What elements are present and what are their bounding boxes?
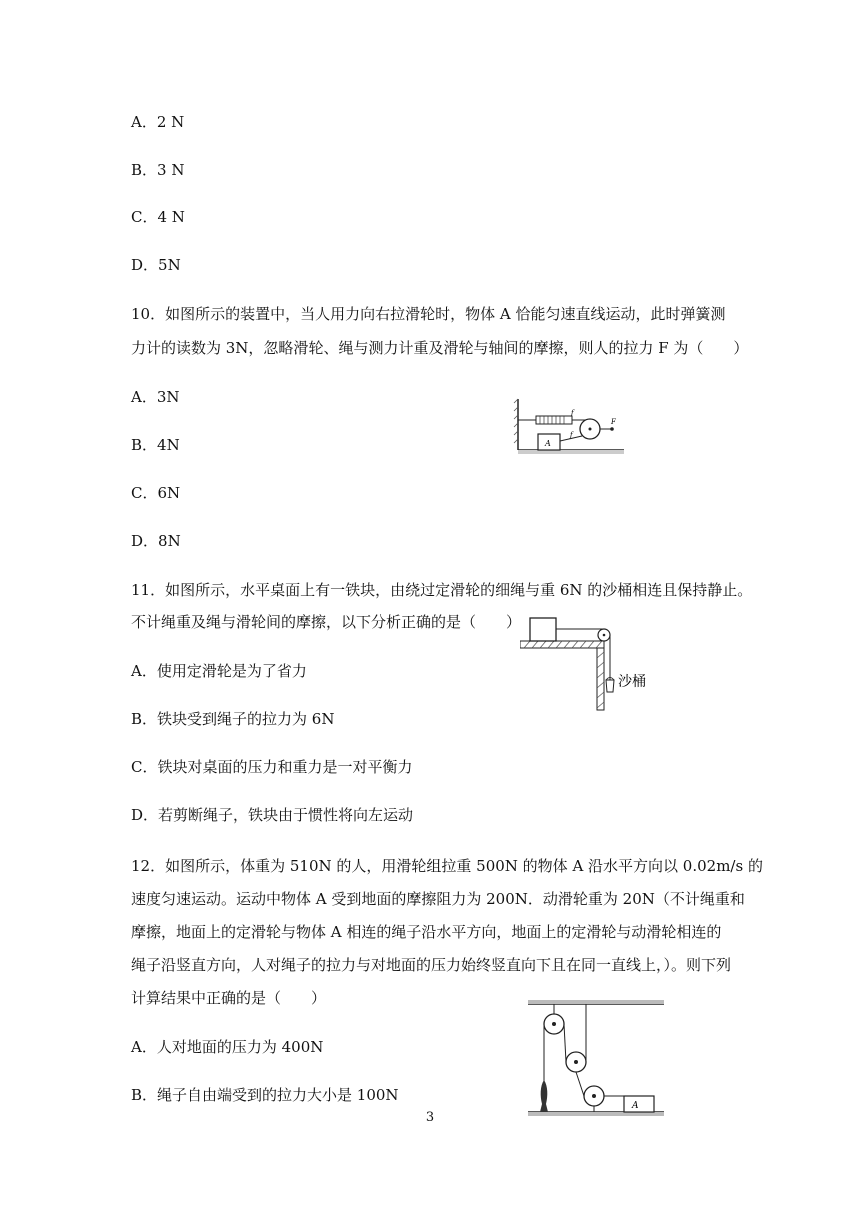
q10-option-a: A．3N — [131, 388, 180, 406]
sand-bucket — [606, 680, 614, 692]
svg-text:f: f — [571, 409, 574, 417]
q11-stem-line-2: 不计绳重及绳与滑轮间的摩擦，以下分析正确的是（ ） — [131, 613, 522, 631]
q10-option-d: D．8N — [131, 532, 181, 550]
svg-text:A: A — [545, 439, 551, 448]
q10-option-b: B．4N — [131, 436, 180, 454]
bucket-label: 沙桶 — [618, 674, 646, 690]
svg-text:F: F — [611, 418, 616, 426]
q12-stem-line-3: 摩擦，地面上的定滑轮与物体 A 相连的绳子沿水平方向，地面上的定滑轮与动滑轮相连的 — [131, 923, 722, 941]
q12-stem-line-4: 绳子沿竖直方向，人对绳子的拉力与对地面的压力始终竖直向下且在同一直线上，）。则下列 — [131, 956, 732, 974]
q10-option-c: C．6N — [131, 484, 181, 502]
q11-option-a: A．使用定滑轮是为了省力 — [131, 662, 307, 680]
q11-stem-line-1: 11．如图所示，水平桌面上有一铁块，由绕过定滑轮的细绳与重 6N 的沙桶相连且保持静止。 — [131, 581, 753, 599]
q12-figure — [528, 1000, 664, 1122]
q12-stem-line-5: 计算结果中正确的是（ ） — [131, 989, 327, 1007]
spring-scale — [536, 416, 572, 424]
q12-stem-line-1: 12．如图所示，体重为 510N 的人，用滑轮组拉重 500N 的物体 A 沿水平方向以 0.02m/s 的 — [131, 857, 763, 875]
person-icon — [540, 1080, 548, 1112]
q9-option-c: C．4 N — [131, 208, 185, 226]
q11-option-d: D．若剪断绳子，铁块由于惯性将向左运动 — [131, 806, 414, 824]
q9-option-d: D．5N — [131, 256, 181, 274]
q9-option-a: A．2 N — [131, 113, 185, 131]
q12-option-a: A．人对地面的压力为 400N — [131, 1038, 324, 1056]
q12-stem-line-2: 速度匀速运动。运动中物体 A 受到地面的摩擦阻力为 200N．动滑轮重为 20N（不计绳重和 — [131, 890, 745, 908]
svg-text:A: A — [632, 1101, 639, 1111]
q10-stem-line-1: 10．如图所示的装置中，当人用力向右拉滑轮时，物体 A 恰能匀速直线运动，此时弹簧测 — [131, 305, 726, 323]
q12-option-b: B．绳子自由端受到的拉力大小是 100N — [131, 1086, 399, 1104]
q11-option-c: C．铁块对桌面的压力和重力是一对平衡力 — [131, 758, 413, 776]
svg-text:f: f — [570, 431, 573, 439]
q11-option-b: B．铁块受到绳子的拉力为 6N — [131, 710, 335, 728]
q10-figure — [512, 395, 627, 455]
iron-block — [530, 618, 556, 641]
q10-stem-line-2: 力计的读数为 3N，忽略滑轮、绳与测力计重及滑轮与轴间的摩擦，则人的拉力 F 为（ ） — [131, 339, 749, 357]
page-number: 3 — [425, 1110, 435, 1125]
q9-option-b: B．3 N — [131, 161, 185, 179]
q11-figure — [520, 614, 680, 712]
